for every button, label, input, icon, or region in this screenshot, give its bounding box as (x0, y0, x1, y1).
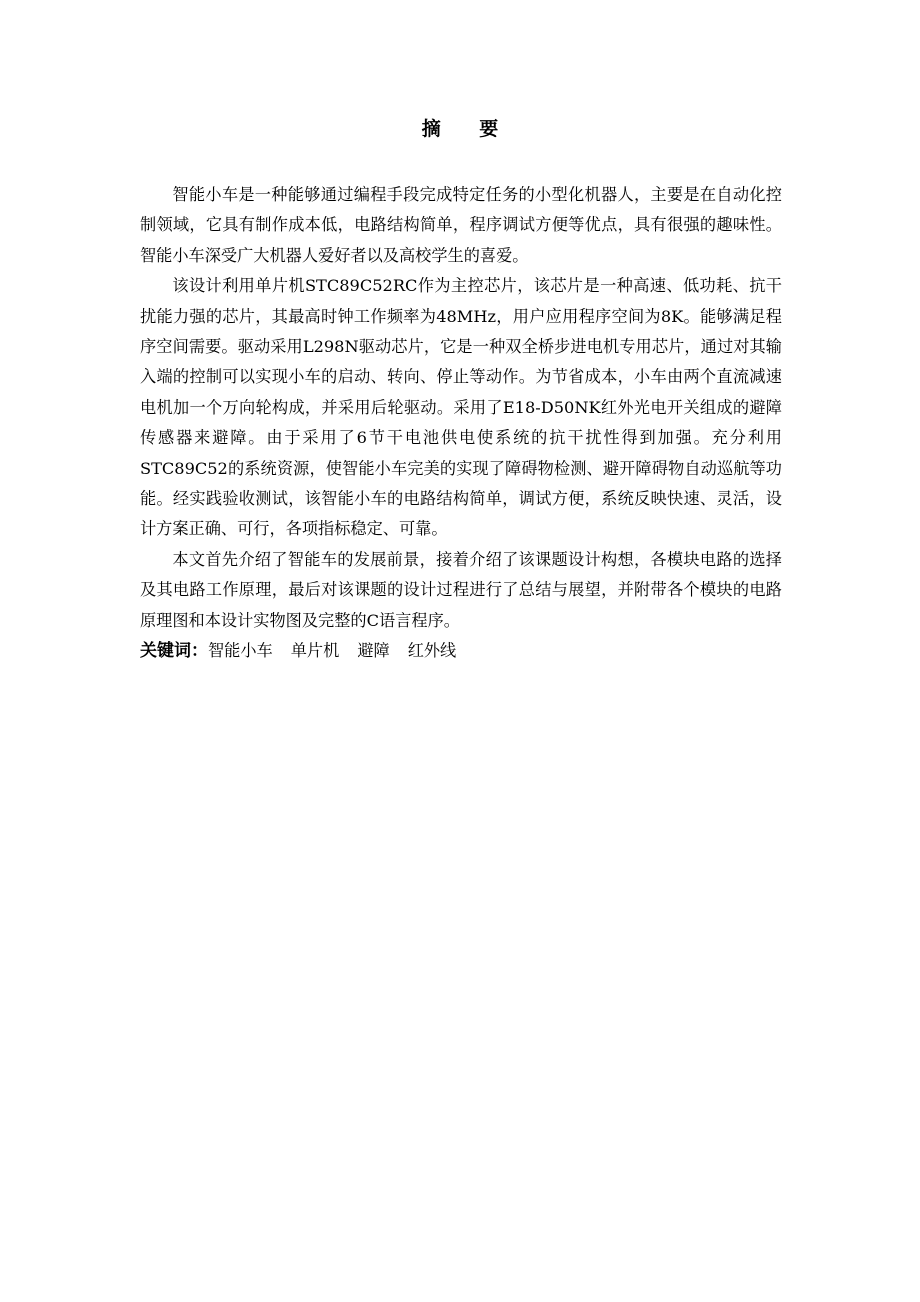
abstract-paragraph-3: 本文首先介绍了智能车的发展前景，接着介绍了该课题设计构想，各模块电路的选择及其电路工作原理，最后对该课题的设计过程进行了总结与展望，并附带各个模块的电路原理图和本设计实物图及完整的C语言程序。 (140, 549, 782, 630)
keyword-item: 单片机 (290, 641, 340, 661)
keywords-line (140, 636, 782, 666)
abstract-paragraph-1: 智能小车是一种能够通过编程手段完成特定任务的小型化机器人，主要是在自动化控制领域，它具有制作成本低，电路结构简单，程序调试方便等优点，具有很强的趣味性。智能小车深受广大机器人爱好者以及高校学生的喜爱。 (140, 185, 782, 265)
keyword-item: 红外线 (407, 641, 457, 661)
abstract-body (140, 180, 782, 667)
abstract-title: 摘 要 (421, 118, 515, 140)
keywords-label: 关键词： (140, 641, 208, 662)
keyword-item: 智能小车 (208, 641, 273, 661)
keyword-item: 避障 (357, 641, 390, 661)
abstract-paragraph-2: 该设计利用单片机STC89C52RC作为主控芯片，该芯片是一种高速、低功耗、抗干扰能力强的芯片，其最高时钟工作频率为48MHz，用户应用程序空间为8K。能够满足程序空间需要。驱动采用L298N驱动芯片，它是一种双全桥步进电机专用芯片，通过对其输入端的控制可以实现小车的启动、转向、停止等动作。为节省成本，小车由两个直流减速电机加一个万向轮构成，并采用后轮驱动。采用了E18-D50NK红外光电开关组成的避障传感器来避障。由于采用了6节干电池供电使系统的抗干扰性得到加强。充分利用STC89C52的系统资源，使智能小车完美的实现了障碍物检测、避开障碍物自动巡航等功能。经实践验收测试，该智能小车的电路结构简单，调试方便，系统反映快速、灵活，设计方案正确、可行，各项指标稳定、可靠。 (140, 276, 782, 539)
